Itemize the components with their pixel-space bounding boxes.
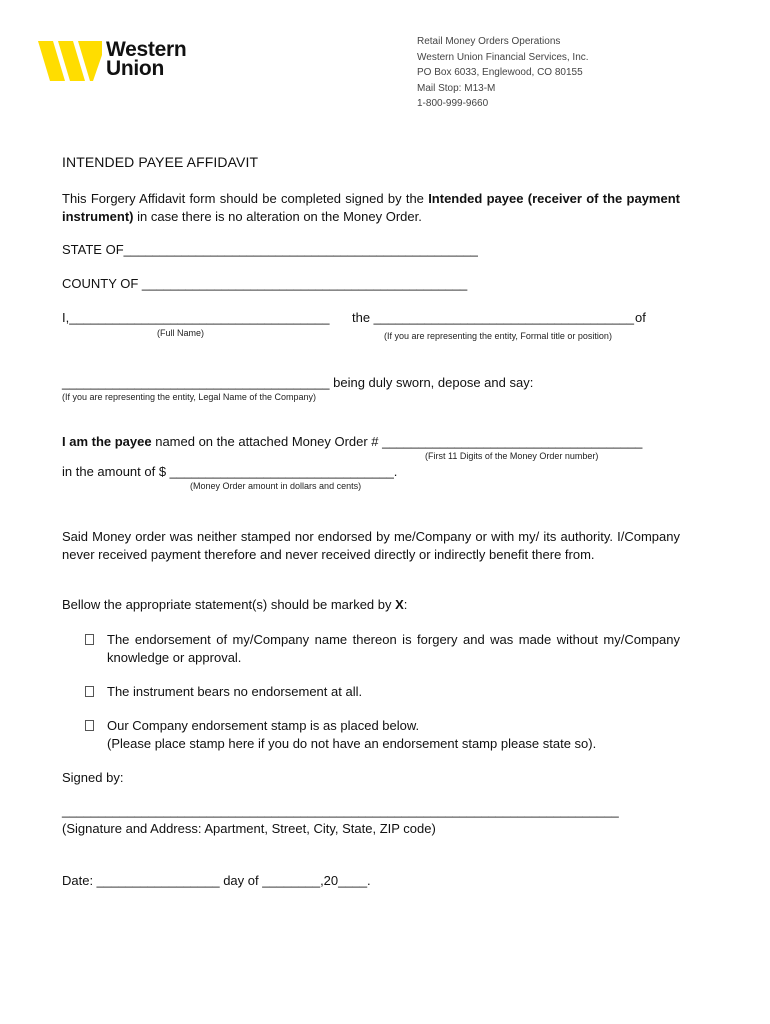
signature-field[interactable]: _____________________________________________________________________________: [62, 803, 619, 818]
statement-paragraph: Said Money order was neither stamped nor endorsed by me/Company or with my/ its authority. I/Company never received payment therefore and never received directly or indirectly benefit there from.: [62, 529, 680, 562]
western-union-logo-icon: [38, 41, 102, 81]
company-name-field[interactable]: [62, 375, 533, 390]
option-3-text: Our Company endorsement stamp is as placed below.: [107, 718, 420, 733]
amount-field[interactable]: in the amount of $ _______________________________.: [62, 464, 398, 479]
signed-by-label: Signed by:: [62, 770, 124, 785]
address-line-2: Western Union Financial Services, Inc.: [417, 52, 589, 63]
intro-bold: Intended payee (receiver of the payment instrument): [62, 191, 680, 224]
company-name-hint: (If you are representing the entity, Legal Name of the Company): [62, 392, 316, 402]
option-2-checkbox[interactable]: [85, 686, 94, 697]
title-position-hint: (If you are representing the entity, Formal title or position): [384, 331, 612, 341]
full-name-hint: (Full Name): [157, 328, 205, 338]
page-title: INTENDED PAYEE AFFIDAVIT: [62, 154, 259, 170]
option-1-text: The endorsement of my/Company name thereon is forgery and was made without my/Company knowledge or approval.: [107, 632, 680, 665]
address-line-1: Retail Money Orders Operations: [417, 36, 561, 47]
full-name-field[interactable]: I,____________________________________: [62, 310, 330, 325]
logo-wordmark: [106, 40, 186, 78]
instruction-colon: :: [403, 597, 408, 612]
money-order-number-hint: (First 11 Digits of the Money Order number): [425, 451, 599, 461]
address-line-4: Mail Stop: M13-M: [417, 83, 496, 94]
title-position-field[interactable]: the ____________________________________: [352, 310, 634, 325]
logo-line-2: Union: [106, 57, 164, 80]
state-field[interactable]: STATE OF_________________________________________________: [62, 242, 478, 257]
payee-text: named on the attached Money Order # ____________________________________: [151, 434, 643, 449]
address-line-5: 1-800-999-9660: [417, 98, 489, 109]
instruction-main: Bellow the appropriate statement(s) should be marked by: [62, 597, 396, 612]
instruction-text: [62, 597, 407, 612]
intro-text-1: This Forgery Affidavit form should be completed signed by the: [62, 191, 429, 206]
option-2-text: The instrument bears no endorsement at all.: [107, 684, 363, 699]
sworn-text: being duly sworn, depose and say:: [329, 375, 534, 390]
instruction-x: X: [395, 597, 404, 612]
logo-line-1: Western: [106, 38, 187, 61]
option-3-note: (Please place stamp here if you do not have an endorsement stamp please state so).: [107, 736, 597, 751]
of-label: of: [635, 310, 646, 325]
payee-bold: I am the payee: [62, 434, 152, 449]
date-field[interactable]: Date: _________________ day of ________,20____.: [62, 873, 371, 888]
intro-paragraph: [62, 190, 680, 226]
amount-hint: (Money Order amount in dollars and cents): [190, 481, 362, 491]
signature-hint: (Signature and Address: Apartment, Street, City, State, ZIP code): [62, 821, 436, 836]
money-order-number-field[interactable]: [62, 434, 642, 449]
intro-text-2: in case there is no alteration on the Money Order.: [133, 209, 422, 224]
address-line-3: PO Box 6033, Englewood, CO 80155: [417, 67, 583, 78]
company-name-blank: _____________________________________: [62, 375, 330, 390]
county-field[interactable]: COUNTY OF _____________________________________________: [62, 276, 468, 291]
option-3-checkbox[interactable]: [85, 720, 94, 731]
option-1-checkbox[interactable]: [85, 634, 94, 645]
